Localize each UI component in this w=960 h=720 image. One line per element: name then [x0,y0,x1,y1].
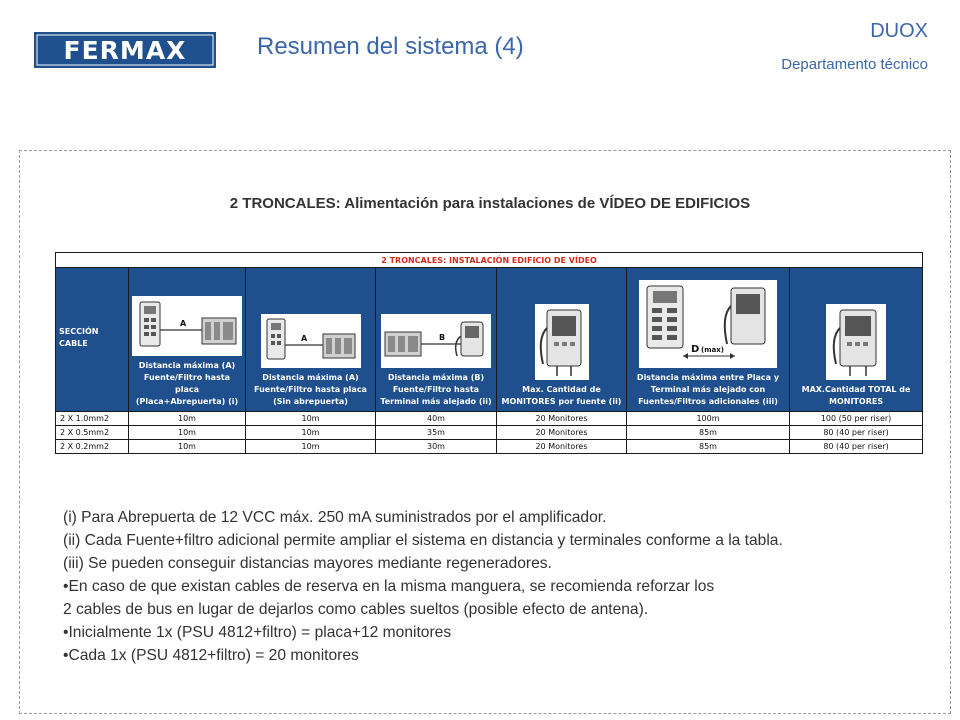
table-cell: 80 (40 per riser) [790,440,923,454]
diagram-label-b: B [439,333,446,342]
monitor-icon [826,304,886,380]
col-header-line: Max. Cantidad de [522,385,601,394]
psu-monitor-b-icon [381,314,491,368]
panel-psu-a-icon [132,296,242,356]
table-row [56,440,923,454]
col-header-max-monitors [497,268,627,412]
col-header-line: Distancia máxima (A) [262,373,359,382]
table-caption: 2 TRONCALES: INSTALACIÓN EDIFICIO DE VÍDEO [56,253,923,268]
department-label: Departamento técnico [781,56,928,73]
table-cell: 2 X 0.5mm2 [56,426,129,440]
table-cell: 10m [129,440,246,454]
monitor-icon [535,304,589,380]
col-header-line: Fuente/Filtro hasta [392,385,480,394]
table-cell: 80 (40 per riser) [790,426,923,440]
table-cell: 10m [246,440,376,454]
section-title: 2 TRONCALES: Alimentación para instalaciones de VÍDEO DE EDIFICIOS [229,195,751,212]
table-cell: 2 X 0.2mm2 [56,440,129,454]
col-header-a-nolock [246,268,376,412]
col-header-line: MONITORES [829,397,884,406]
table-cell: 2 X 1.0mm2 [56,412,129,426]
table-cell: 30m [376,440,497,454]
table-header-row [56,268,923,412]
note-line: (iii) Se pueden conseguir distancias mayores mediante regeneradores. [63,555,552,572]
col-header-line: Fuentes/Filtros adicionales (iii) [638,397,778,406]
col-header-line: MONITORES por fuente (ii) [501,397,622,406]
col-header-line: Distancia máxima entre Placa y [636,373,780,382]
table-cell: 85m [627,426,790,440]
diagram-label-d: D [691,344,700,355]
col-header-line: (Sin abrepuerta) [273,397,348,406]
note-line: •Inicialmente 1x (PSU 4812+filtro) = placa+12 monitores [63,624,452,641]
note-line: (ii) Cada Fuente+filtro adicional permite ampliar el sistema en distancia y terminales conforme a la tabla. [63,532,783,549]
panel-psu-a-icon [261,314,361,368]
table-cell: 100m [627,412,790,426]
diagram-label-dmax: (max) [701,346,724,354]
table-cell: 10m [246,426,376,440]
note-line: (i) Para Abrepuerta de 12 VCC máx. 250 mA suministrados por el amplificador. [63,509,607,526]
col-header-total-monitors [790,268,923,412]
note-line: •Cada 1x (PSU 4812+filtro) = 20 monitores [63,647,359,664]
page-title: Resumen del sistema (4) [257,33,524,60]
note-line: •En caso de que existan cables de reserva en la misma manguera, se recomienda reforzar los [63,578,715,595]
fermax-logo [34,32,216,68]
col-header-line: Terminal más alejado con [650,385,766,394]
diagram-label-a: A [180,319,187,328]
logo-text: FERMAX [63,36,187,65]
col-header-b [376,268,497,412]
col-header-line: Distancia máxima (A) [138,361,236,370]
table-cell: 35m [376,426,497,440]
spec-table [55,252,923,454]
table-cell: 10m [129,412,246,426]
table-row [56,412,923,426]
table-cell: 20 Monitores [497,440,627,454]
table-cell: 10m [246,412,376,426]
table-cell: 100 (50 per riser) [790,412,923,426]
table-cell: 10m [129,426,246,440]
brand-label: DUOX [870,20,928,42]
notes-block [63,506,943,667]
col-header-line: MAX.Cantidad TOTAL de [801,385,911,394]
diagram-label-a: A [300,334,307,343]
panel-monitor-d-icon [639,280,777,368]
col-header-d [627,268,790,412]
table-row [56,426,923,440]
table-cell: 20 Monitores [497,412,627,426]
col-header-line: Terminal más alejado (ii) [380,397,492,406]
col-header-line: Fuente/Filtro hasta placa [254,385,367,394]
table-cell: 20 Monitores [497,426,627,440]
table-cell: 85m [627,440,790,454]
section-cable-header: SECCIÓN CABLE [56,268,129,412]
col-header-a-lock [129,268,246,412]
note-line: 2 cables de bus en lugar de dejarlos como cables sueltos (posible efecto de antena). [63,601,649,618]
table-cell: 40m [376,412,497,426]
col-header-line: Fuente/Filtro hasta placa [143,373,231,394]
col-header-line: (Placa+Abrepuerta) (i) [135,397,239,406]
col-header-line: Distancia máxima (B) [387,373,485,382]
